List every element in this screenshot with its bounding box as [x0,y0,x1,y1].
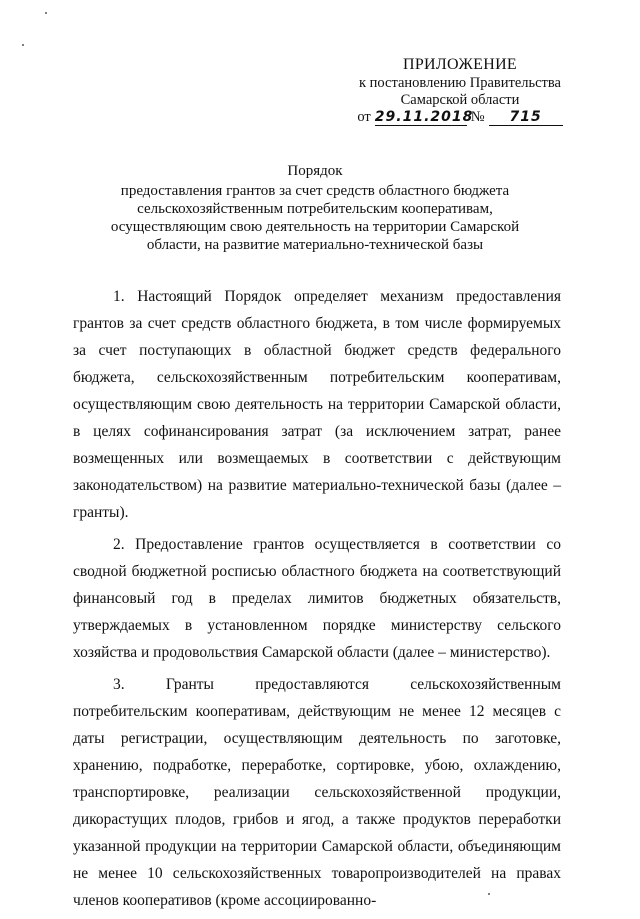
paragraph: 3. Гранты предоставляются сельскохозяйственным потребительским кооперативам, действующим не менее 12 месяцев с даты регистрации, осуществляющим деятельность по заготовке, хранению, подработке, переработке, сортировке, убою, охлаждению, транспортировке, реализации сельскохозяйственной продукции, дикорастущих плодов, грибов и ягод, а также продуктов переработки указанной продукции на территории Самарской области, объединяющим не менее 10 сельскохозяйственных товаропроизводителей на правах членов кооперативов (кроме ассоциированно- [73,676,561,909]
document-heading [90,162,540,254]
resolution-date-number [330,109,590,126]
handwritten-number: 715 [489,109,563,126]
appendix-title: ПРИЛОЖЕНИЕ [402,56,517,73]
paragraph: 2. Предоставление грантов осуществляется в соответствии со сводной бюджетной росписью областного бюджета на соответствующий финансовый год в пределах лимитов бюджетных обязательств, утверждаемых в установленном порядке министерству сельского хозяйства и продовольствия Самарской области (далее – министерство). [73,536,561,661]
document-title: Порядок [287,163,343,179]
scan-dot [22,44,24,46]
document-body [73,283,561,919]
appendix-block [330,56,590,126]
handwritten-date: 29.11.2018 [374,109,474,125]
from-label: от [357,109,371,125]
paragraph: 1. Настоящий Порядок определяет механизм предоставления грантов за счет средств областного бюджета, в том числе формируемых за счет поступающих в областной бюджет средств федерального бюджета, сельскохозяйственным потребительским кооперативам, осуществляющим свою деятельность на территории Самарской области, в целях софинансирования затрат (за исключением затрат, ранее возмещенных или возмещаемых в соответствии с действующим законодательством) на развитие материально-технической базы (далее – гранты). [73,288,561,521]
document-subtitle: предоставления грантов за счет средств областного бюджета сельскохозяйственным потребительским кооперативам, осуществляющим свою деятельность на территории Самарской области, на развитие материально-технической базы [110,183,520,253]
scan-dot [45,12,47,14]
appendix-line: к постановлению Правительства [359,75,561,91]
number-label: № [470,109,485,125]
appendix-line: Самарской области [400,92,520,108]
